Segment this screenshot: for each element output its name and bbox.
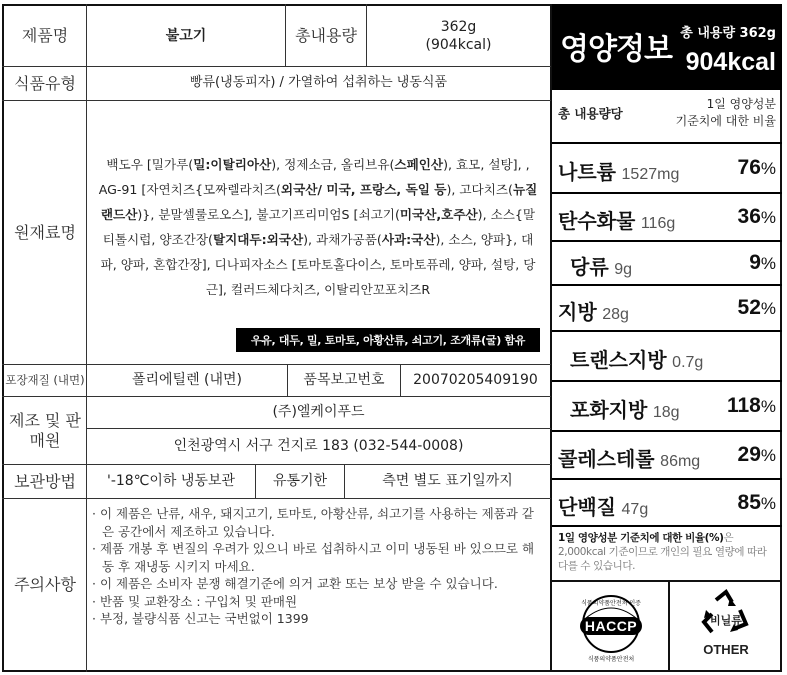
nutrient-amount: 86mg <box>660 453 701 470</box>
volume-grams: 362g <box>440 18 477 35</box>
nutrition-footnote <box>558 531 778 573</box>
nutrient-row <box>552 192 782 242</box>
nutrient-row <box>552 380 782 432</box>
haccp-top-text: 식품의약품안전처 인증 <box>581 600 641 607</box>
nutrient-percent: 9 <box>749 251 761 274</box>
ingredient-origin: 외국산/ 미국, 프랑스, 독일 등 <box>280 182 447 197</box>
nutrient-name: 탄수화물 <box>558 211 636 233</box>
storage-value: '-18℃이하 냉동보관 <box>106 473 236 490</box>
percent-unit: % <box>760 397 776 416</box>
caution-item: · 부정, 불량식품 신고는 국번없이 1399 <box>92 611 309 626</box>
ingredient-text: ), 과채가공품( <box>303 232 382 247</box>
ingredient-origin: 사과:국산 <box>381 232 436 247</box>
nutrition-subheader <box>552 90 782 142</box>
report-no-label: 품목보고번호 <box>303 372 385 389</box>
nutrition-header <box>552 4 782 90</box>
nutrient-percent: 52 <box>737 296 761 319</box>
caution-list <box>92 505 544 665</box>
grid-line <box>552 580 782 582</box>
nutrient-amount: 47g <box>621 500 649 518</box>
nutrient-amount: 0.7g <box>672 354 704 371</box>
volume-kcal: (904kcal) <box>425 37 492 53</box>
haccp-logo <box>574 590 648 664</box>
expiry-value: 측면 별도 표기일까지 <box>382 473 513 490</box>
recycle-text: 비닐류 <box>710 614 742 627</box>
expiry-label: 유통기한 <box>272 473 328 490</box>
nutrient-percent: 85 <box>737 490 761 514</box>
nutrient-name: 포화지방 <box>570 400 648 422</box>
nutrient-row <box>552 430 782 480</box>
product-name-label: 제품명 <box>21 26 69 45</box>
nutrient-row <box>552 142 782 194</box>
nutrient-name: 나트륨 <box>558 162 616 184</box>
recycle-other: OTHER <box>703 642 749 657</box>
ingredients-text <box>96 152 540 308</box>
nutrition-total-label: 총 내용량 362g <box>680 26 776 41</box>
packaging-value: 폴리에틸렌 (내면) <box>131 372 243 389</box>
recycle-mark <box>694 588 758 668</box>
caution-label: 주의사항 <box>14 574 76 594</box>
ingredient-text: ), 고다치즈( <box>446 182 513 197</box>
ingredient-origin: 뉴질랜드산 <box>100 182 538 222</box>
basis-label: 총 내용량당 <box>558 106 623 121</box>
ingredients-label: 원재료명 <box>14 222 76 242</box>
percent-unit: % <box>760 208 776 227</box>
nutrient-amount: 1527mg <box>621 166 680 183</box>
ingredient-text: )}, 분말셀룰로오스], 불고기프리미엄S [쇠고기( <box>137 207 400 222</box>
maker-label: 제조 및 판매원 <box>9 410 81 450</box>
ingredient-origin: 밀:이탈리아산 <box>193 157 272 172</box>
packaging-label: 포장재질 (내면) <box>5 373 85 388</box>
ingredient-origin: 탈지대두:외국산 <box>212 232 304 247</box>
grid-line <box>668 580 670 672</box>
product-name-value: 불고기 <box>165 27 207 44</box>
footnote-bold: 1일 영양성분 기준치에 대한 비율(%) <box>558 532 724 544</box>
nutrient-name: 콜레스테롤 <box>558 449 655 471</box>
percent-unit: % <box>760 446 776 465</box>
haccp-word: HACCP <box>584 618 638 634</box>
maker-address: 인천광역시 서구 건지로 183 (032-544-0008) <box>173 438 464 455</box>
report-no-value: 20070205409190 <box>413 372 538 389</box>
nutrient-amount: 28g <box>602 306 629 323</box>
nutrient-row <box>552 478 782 527</box>
ingredient-text: ), 소스{말티톨시럽, 양조간장( <box>102 207 536 247</box>
ingredient-text: ), 정제소금, 올리브유( <box>271 157 395 172</box>
allergen-box: 우유, 대두, 밀, 토마토, 아황산류, 쇠고기, 조개류(굴) 함유 <box>236 328 540 352</box>
ingredient-text: 백도우 [밀가루( <box>106 157 194 172</box>
ingredient-text: ), 효모, 설탕], , AG-91 [자연치즈{모짜렐라치즈( <box>98 157 530 197</box>
ingredient-origin: 미국산,호주산 <box>399 207 478 222</box>
nutrient-percent: 29 <box>737 443 761 466</box>
nutrition-title: 영양정보 <box>560 32 672 67</box>
dv-header-line1: 1일 영양성분 <box>706 97 776 111</box>
nutrient-amount: 18g <box>652 404 680 421</box>
caution-item: · 이 제품은 소비자 분쟁 해결기준에 의거 교환 또는 보상 받을 수 있습니다. <box>92 576 498 591</box>
volume-label: 총내용량 <box>295 26 357 45</box>
nutrient-row <box>552 240 782 286</box>
percent-unit: % <box>760 299 776 318</box>
percent-unit: % <box>760 493 776 513</box>
maker-name: (주)엘케이푸드 <box>272 404 365 421</box>
footnote-rest: 은 2,000kcal 기준이므로 개인의 필요 열량에 따라 다를 수 있습니다. <box>558 532 767 572</box>
ingredient-origin: 스페인산 <box>394 157 444 172</box>
nutrient-percent: 118 <box>726 394 761 417</box>
dv-header <box>676 96 776 130</box>
nutrient-name: 트랜스지방 <box>570 350 667 372</box>
volume-value <box>367 14 550 58</box>
nutrient-name: 단백질 <box>558 496 616 519</box>
nutrient-percent: 76 <box>737 156 761 179</box>
haccp-bottom-text: 식품의약품안전처 <box>587 656 635 663</box>
percent-unit: % <box>760 254 776 273</box>
nutrient-amount: 116g <box>640 215 676 232</box>
caution-item: · 이 제품은 난류, 새우, 돼지고기, 토마토, 아황산류, 쇠고기를 사용하는 제품과 같은 공간에서 제조하고 있습니다. <box>92 506 534 539</box>
caution-item: · 제품 개봉 후 변질의 우려가 있으니 바로 섭취하시고 이미 냉동된 바 있으므로 해동 후 재냉동 시키지 마세요. <box>92 541 535 574</box>
nutrient-row <box>552 284 782 332</box>
nutrient-name: 지방 <box>558 302 597 324</box>
food-type-label: 식품유형 <box>14 73 76 93</box>
nutrition-total-kcal: 904kcal <box>685 48 776 76</box>
nutrient-row <box>552 330 782 382</box>
percent-unit: % <box>760 159 776 178</box>
ingredient-text: ), 소스, 양파}, 대파, 양파, 혼합간장], 디나피자소스 [토마토홀다이스, 토마토퓨레, 양파, 설탕, 당근], 컬러드체다치즈, 이탈리안꼬포치즈R <box>100 232 536 297</box>
panel-divider <box>552 525 782 527</box>
grid-line <box>86 4 87 672</box>
food-type-value: 빵류(냉동피자) / 가열하여 섭취하는 냉동식품 <box>189 75 448 91</box>
nutrient-amount: 9g <box>614 261 632 278</box>
nutrient-name: 당류 <box>570 257 609 279</box>
nutrient-percent: 36 <box>737 205 761 228</box>
storage-label: 보관방법 <box>14 471 76 491</box>
caution-item: · 반품 및 교환장소 : 구입처 및 판매원 <box>92 593 298 609</box>
dv-header-line2: 기준치에 대한 비율 <box>675 114 776 128</box>
